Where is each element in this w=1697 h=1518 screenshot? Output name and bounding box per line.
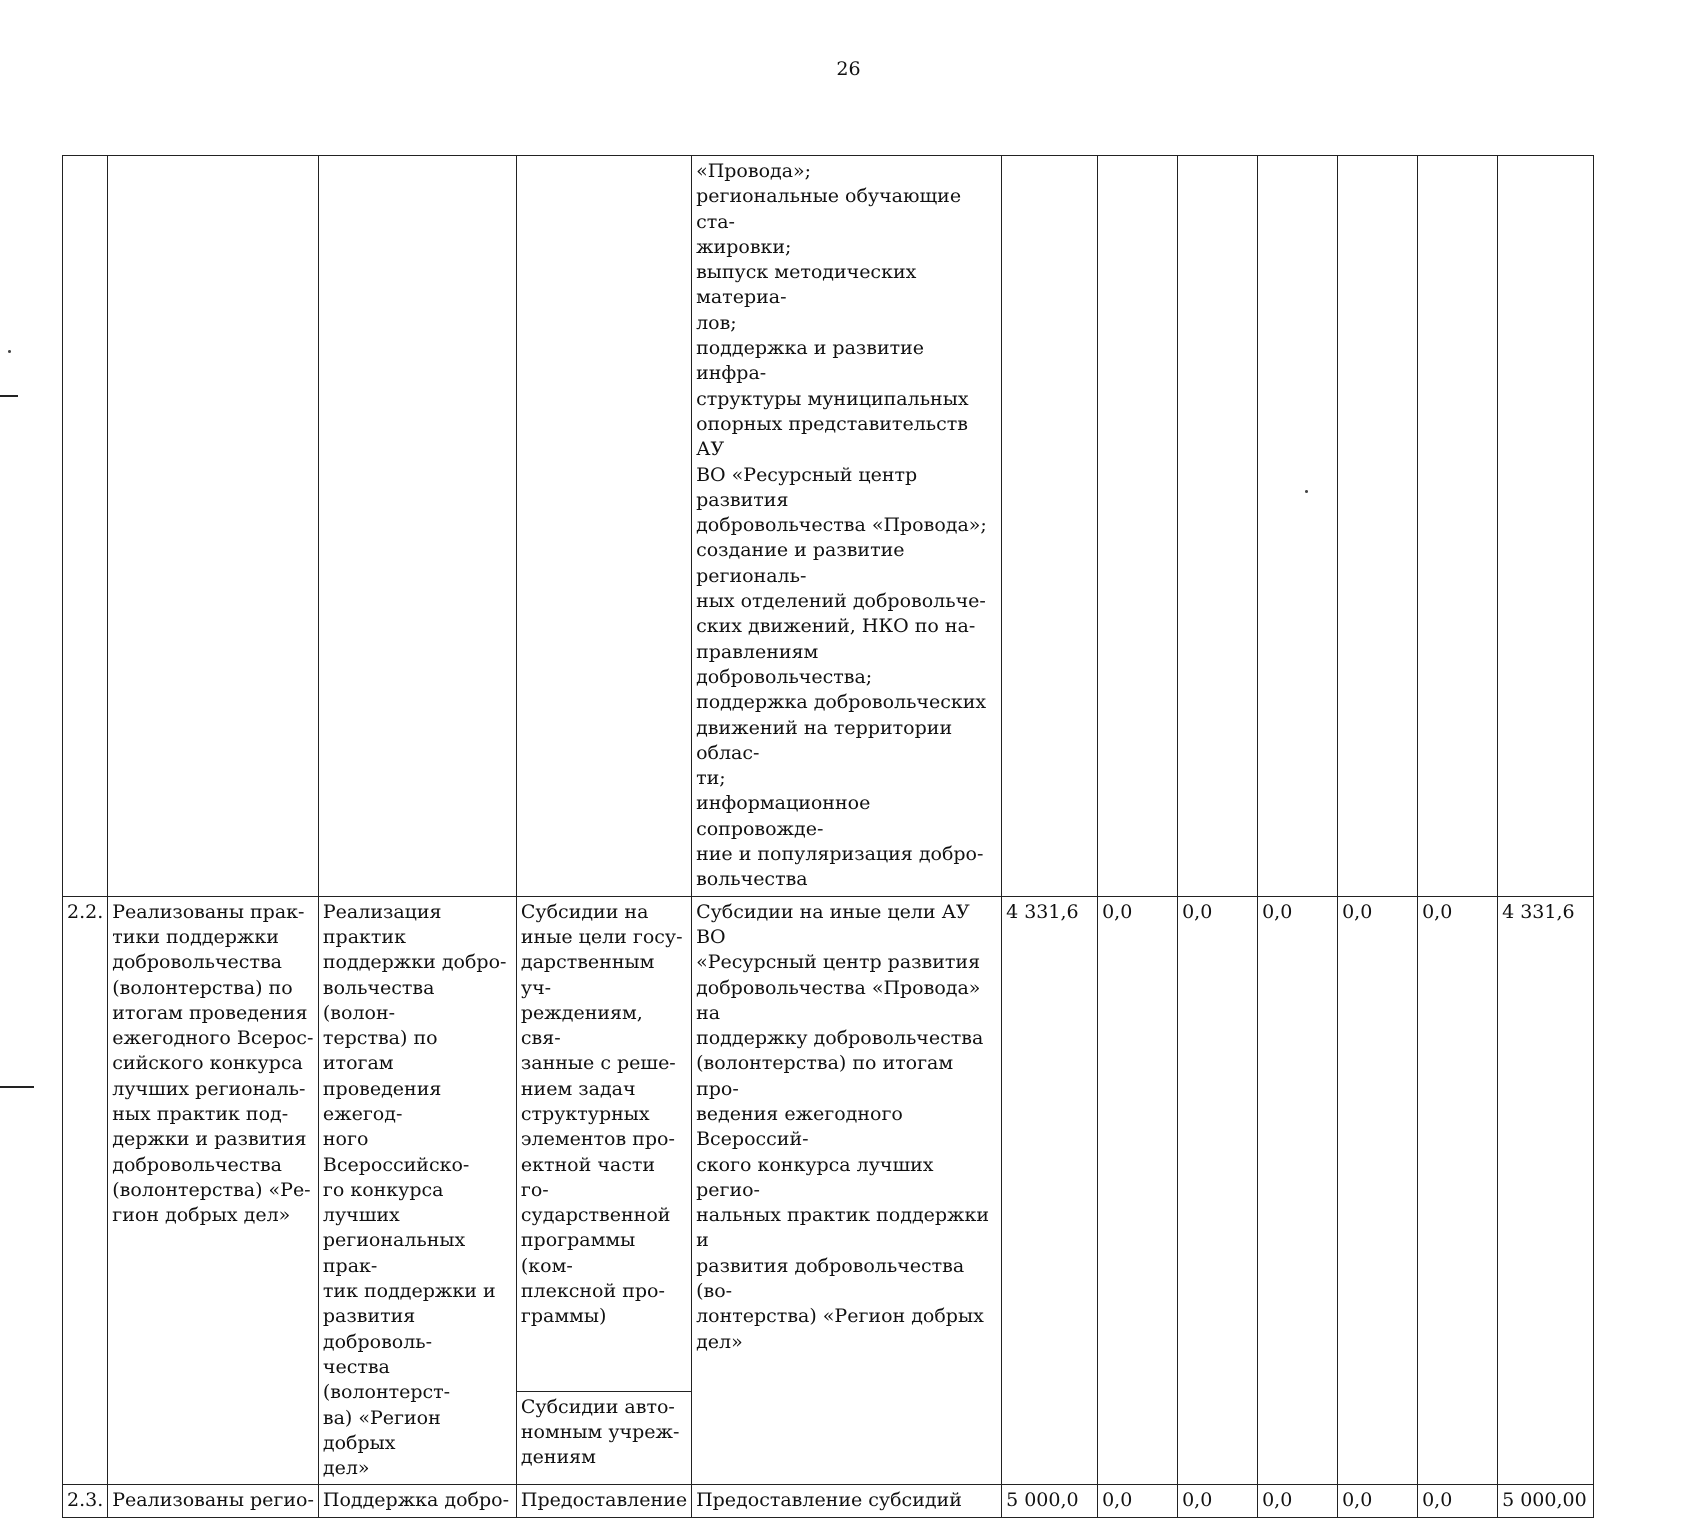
cell-num: 2.2. [63, 896, 108, 1485]
cell-num: 2.3. [63, 1485, 108, 1517]
scan-dot [1305, 490, 1308, 493]
cell-value [1498, 156, 1594, 897]
scan-edge-mark [0, 1086, 34, 1088]
cell-value: 0,0 [1338, 896, 1418, 1485]
cell-num [63, 156, 108, 897]
cell-value [1258, 156, 1338, 897]
cell-value [1418, 156, 1498, 897]
cell-description: «Провода»; региональные обучающие ста- жировки; выпуск методических материа- лов; поддержка и развитие инфра- структуры муниципальных опорных представительств АУ ВО «Ресурсный центр развития добровольчества «Провода»; создание и развитие региональ- ных отделений добровольче- ских движений, НКО по на- правлениям добровольчества; поддержка добровольческих движений на территории облас- ти; информационное сопровожде- ние и популяризация добро- вольчества [692, 156, 1002, 897]
cell-value: 4 331,6 [1498, 896, 1594, 1485]
cell-value: 0,0 [1338, 1485, 1418, 1517]
cell-description: Субсидии на иные цели АУ ВО «Ресурсный центр развития добровольчества «Провода» на поддержку добровольчества (волонтерства) по итогам про- ведения ежегодного Всероссий- ского конкурса лучших регио- нальных практик поддержки и развития добровольчества (во- лонтерства) «Регион добрых дел» [692, 896, 1002, 1485]
cell-type: Субсидии на иные цели госу- дарственным уч- реждениям, свя- занные с реше- нием задач структурных элементов про- ектной части го- сударственной программы (ком- плексной про- граммы) [516, 896, 691, 1391]
table-row-continuation [63, 156, 1594, 897]
cell-type: Субсидии авто- номным учреж- дениям [516, 1391, 691, 1485]
cell-value: 0,0 [1098, 896, 1178, 1485]
cell-action: Поддержка добро- [318, 1485, 516, 1517]
cell-action: Реализация практик поддержки добро- вольчества (волон- терства) по итогам проведения ежегод- ного Всероссийско- го конкурса лучших региональных прак- тик поддержки и развития доброволь- чества (волонтерст- ва) «Регион добрых дел» [318, 896, 516, 1485]
cell-type [516, 156, 691, 897]
cell-value: 0,0 [1258, 1485, 1338, 1517]
cell-value [1002, 156, 1098, 897]
cell-value: 0,0 [1418, 1485, 1498, 1517]
table-row-2-3 [63, 1485, 1594, 1517]
cell-value [1098, 156, 1178, 897]
budget-table [62, 155, 1594, 1518]
page-number: 26 [836, 58, 861, 80]
cell-value: 0,0 [1258, 896, 1338, 1485]
cell-action [318, 156, 516, 897]
cell-value: 0,0 [1178, 896, 1258, 1485]
cell-value: 0,0 [1098, 1485, 1178, 1517]
cell-value: 5 000,0 [1002, 1485, 1098, 1517]
cell-description: Предоставление субсидий [692, 1485, 1002, 1517]
cell-result: Реализованы регио- [108, 1485, 319, 1517]
cell-result [108, 156, 319, 897]
table-row-2-2 [63, 896, 1594, 1391]
cell-value: 0,0 [1178, 1485, 1258, 1517]
cell-value: 4 331,6 [1002, 896, 1098, 1485]
scan-dot [8, 350, 11, 353]
cell-value [1178, 156, 1258, 897]
cell-value [1338, 156, 1418, 897]
cell-result: Реализованы прак- тики поддержки добровольчества (волонтерства) по итогам проведения ежегодного Всерос- сийского конкурса лучших региональ- ных практик под- держки и развития добровольчества (волонтерства) «Ре- гион добрых дел» [108, 896, 319, 1485]
cell-value: 0,0 [1418, 896, 1498, 1485]
scan-edge-mark [0, 395, 18, 397]
cell-value: 5 000,00 [1498, 1485, 1594, 1517]
cell-type: Предоставление [516, 1485, 691, 1517]
